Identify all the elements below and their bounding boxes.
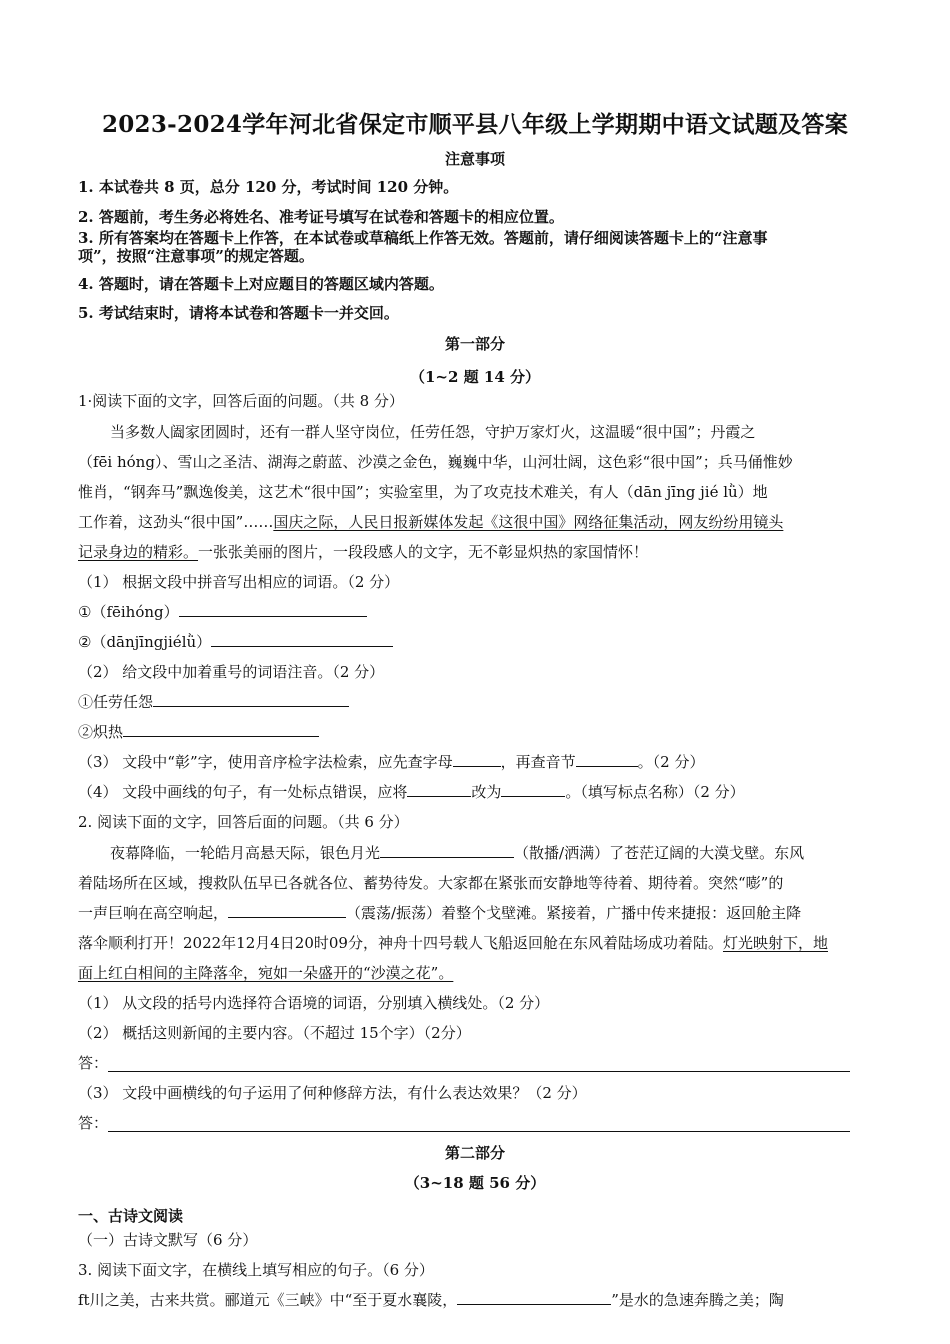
notice-item-3-cont: 项”，按照“注意事项”的规定答题。 [78, 247, 314, 265]
q1-sub2: （2） 给文段中加着重号的词语注音。（2 分） [78, 663, 385, 681]
q1-paragraph-line: 惟肖，“钢奔马”飘逸俊美，这艺术“很中国”；实验室里，为了攻克技术难关，有人（dān jīng jié lǜ）地 [78, 483, 768, 501]
part2-range: （3~18 题 56 分） [404, 1174, 546, 1192]
q2-text: 夜幕降临，一轮皓月高悬天际，银色月光 [110, 844, 381, 862]
q2-intro: 2. 阅读下面的文字，回答后面的问题。（共 6 分） [78, 813, 409, 831]
q2-text: （散播/洒满）了苍茫辽阔的大漠戈壁。东风 [514, 844, 805, 862]
section1-heading: 一、古诗文阅读 [78, 1207, 184, 1225]
answer-blank[interactable] [457, 1290, 611, 1305]
q1-sub2-b [78, 722, 319, 742]
notice-item-2: 2. 答题前，考生务必将姓名、准考证号填写在试卷和答题卡的相应位置。 [78, 208, 564, 226]
q1-paragraph-line [78, 512, 783, 532]
part2-heading: 第二部分 [444, 1144, 505, 1162]
answer-blank[interactable] [501, 782, 565, 797]
q3-text: ”是水的急速奔腾之美；陶 [611, 1291, 784, 1309]
q2-paragraph-line [78, 903, 801, 923]
part1-range: （1~2 题 14 分） [410, 368, 540, 386]
q2-answer-label: 答： [78, 1114, 109, 1132]
q1-intro: 1·阅读下面的文字，回答后面的问题。（共 8 分） [78, 392, 404, 410]
q2-paragraph-line [78, 933, 828, 953]
q2-text: （震荡/振荡）着整个戈壁滩。紧接着，广播中传来捷报：返回舱主降 [346, 904, 802, 922]
q1-paragraph-line: （fēi hóng）、雪山之圣洁、湖海之蔚蓝、沙漠之金色，巍巍中华，山河壮阔，这色彩“很中国”；兵马俑惟妙 [78, 453, 793, 471]
q1-sub1: （1） 根据文段中拼音写出相应的词语。（2 分） [78, 573, 400, 591]
notice-item-1: 1. 本试卷共 8 页，总分 120 分，考试时间 120 分钟。 [78, 178, 459, 196]
q1-underlined-sentence: 记录身边的精彩。 [78, 543, 199, 561]
answer-blank[interactable] [380, 843, 514, 858]
q1-sub3-text: 。（2 分） [637, 753, 705, 771]
q2-underlined-sentence: 灯光映射下，地 [722, 934, 828, 952]
q2-sub1: （1） 从文段的括号内选择符合语境的词语，分别填入横线处。（2 分） [78, 994, 550, 1012]
answer-line[interactable] [108, 1071, 850, 1072]
q2-sub3: （3） 文段中画横线的句子运用了何种修辞方法，有什么表达效果？（2 分） [78, 1084, 587, 1102]
q1-sub4 [78, 782, 745, 802]
answer-blank[interactable] [453, 752, 501, 767]
q1-sub2-b-label: ②炽热 [78, 723, 124, 741]
q1-paragraph-line: 当多数人阖家团圆时，还有一群人坚守岗位，任劳任怨，守护万家灯火，这温暖“很中国”；丹霞之 [110, 423, 756, 441]
answer-blank[interactable] [123, 722, 319, 737]
q2-text: 一声巨响在高空响起， [78, 904, 229, 922]
q1-sub1-b [78, 632, 393, 652]
answer-blank[interactable] [153, 692, 349, 707]
answer-blank[interactable] [576, 752, 638, 767]
q1-sub2-a [78, 692, 349, 712]
q2-underlined-sentence: 面上红白相间的主降落伞，宛如一朵盛开的“沙漠之花”。 [78, 964, 454, 982]
answer-blank[interactable] [228, 903, 346, 918]
q2-paragraph-line [78, 963, 453, 983]
q1-sub2-a-label: ①任劳任怨 [78, 693, 154, 711]
notice-heading: 注意事项 [444, 150, 505, 168]
answer-line[interactable] [108, 1131, 850, 1132]
q3-intro: 3. 阅读下面文字，在横线上填写相应的句子。（6 分） [78, 1261, 434, 1279]
q1-sub1-a-label: ①（fēihóng） [78, 603, 179, 621]
q2-paragraph-line [110, 843, 804, 863]
q2-sub2: （2） 概括这则新闻的主要内容。（不超过 15个字）（2分） [78, 1024, 471, 1042]
q1-sub4-text: 。（填写标点名称）（2 分） [565, 783, 745, 801]
q2-paragraph-line: 着陆场所在区域，搜救队伍早已各就各位、蓄势待发。大家都在紧张而安静地等待着、期待着。突然“嘭”的 [78, 874, 784, 892]
q1-text: 工作着，这劲头“很中国”…… [78, 513, 274, 531]
q2-answer-label: 答： [78, 1054, 109, 1072]
q1-sub3-text: ，再查音节 [500, 753, 576, 771]
q1-underlined-sentence: 国庆之际，人民日报新媒体发起《这很中国》网络征集活动，网友纷纷用镜头 [273, 513, 784, 531]
q3-text: ft川之美，古来共赏。郦道元《三峡》中“至于夏水襄陵， [78, 1291, 458, 1309]
q1-sub3 [78, 752, 704, 772]
answer-blank[interactable] [407, 782, 471, 797]
q1-sub1-a [78, 602, 367, 622]
q1-sub1-b-label: ②（dānjīngjiélǜ） [78, 633, 212, 651]
q1-sub3-text: （3） 文段中“彰”字，使用音序检字法检索，应先查字母 [78, 753, 453, 771]
q1-text: 一张张美丽的图片，一段段感人的文字，无不彰显炽热的家国情怀！ [198, 543, 649, 561]
notice-item-4: 4. 答题时，请在答题卡上对应题目的答题区域内答题。 [78, 275, 444, 293]
answer-blank[interactable] [211, 632, 393, 647]
answer-blank[interactable] [179, 602, 367, 617]
q1-sub4-text: （4） 文段中画线的句子，有一处标点错误，应将 [78, 783, 408, 801]
q2-text: 落伞顺利打开！2022年12月4日20时09分，神舟十四号载人飞船返回舱在东风着陆场成功着陆。 [78, 934, 723, 952]
q1-sub4-text: 改为 [471, 783, 502, 801]
page-title: 2023-2024学年河北省保定市顺平县八年级上学期期中语文试题及答案 [101, 111, 849, 138]
q3-line [78, 1290, 784, 1310]
part1-heading: 第一部分 [444, 335, 505, 353]
notice-item-3: 3. 所有答案均在答题卡上作答，在本试卷或草稿纸上作答无效。答题前，请仔细阅读答题卡上的“注意事 [78, 229, 768, 247]
notice-item-5: 5. 考试结束时，请将本试卷和答题卡一并交回。 [78, 304, 399, 322]
section1-sub: （一）古诗文默写（6 分） [78, 1231, 258, 1249]
q1-paragraph-line [78, 542, 648, 562]
